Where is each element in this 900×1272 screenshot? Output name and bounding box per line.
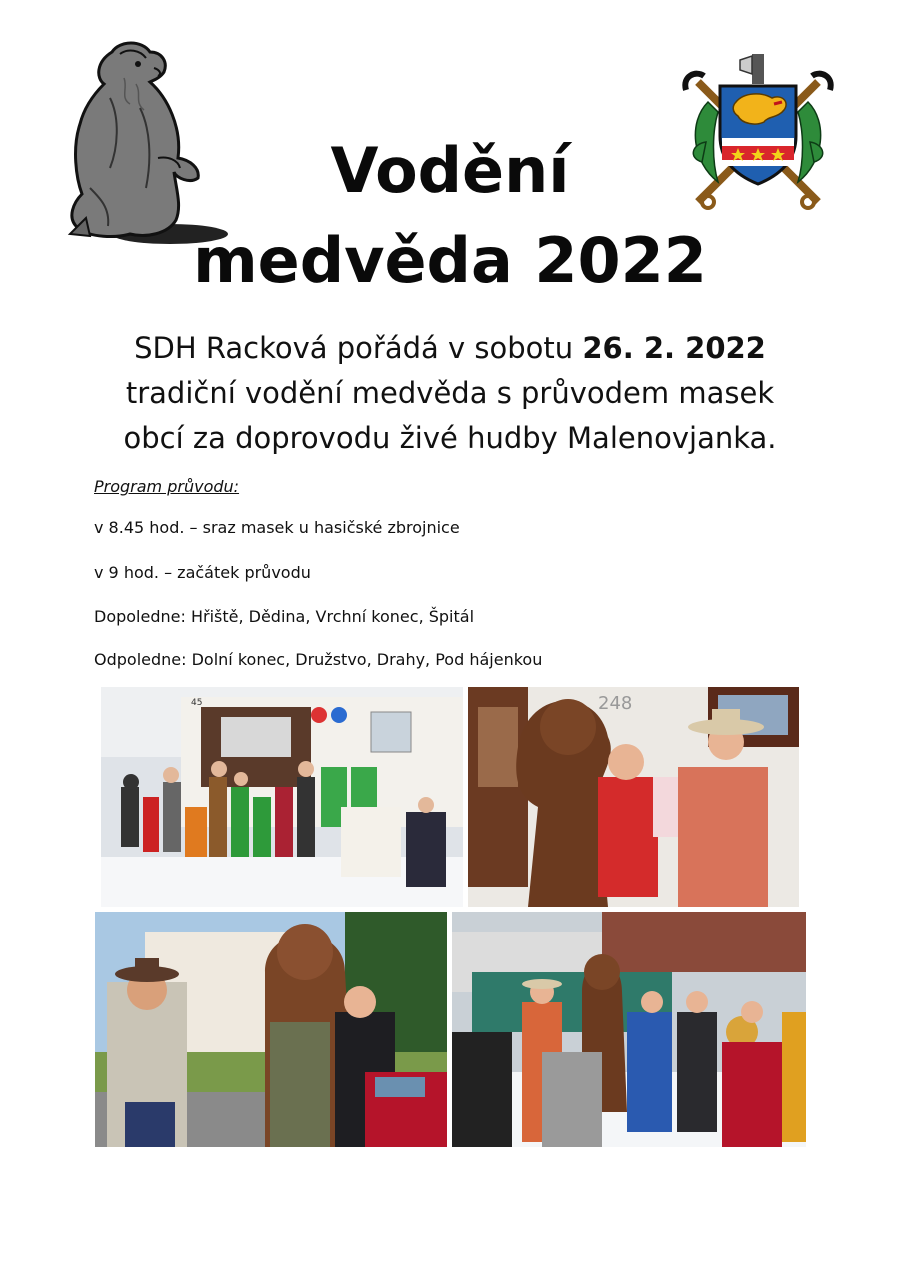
photo-crowd-snow (452, 912, 806, 1147)
page-title-line2: medvěda 2022 (193, 224, 707, 297)
program-item: v 8.45 hod. – sraz masek u hasičské zbrojnice (94, 518, 460, 537)
intro-line-1-prefix: SDH Racková pořádá v sobotu (134, 331, 583, 365)
program-item: v 9 hod. – začátek průvodu (94, 563, 311, 582)
intro-line-2: tradiční vodění medvěda s průvodem masek (125, 376, 775, 410)
page-title-line1: Vodění (330, 134, 570, 207)
intro-line-1 (60, 326, 840, 371)
house-number: 248 (598, 693, 633, 714)
intro-line-3: obcí za doprovodu živé hudby Malenovjanka. (123, 421, 777, 455)
photo-group-masks (101, 687, 463, 907)
program-item: Odpoledne: Dolní konec, Družstvo, Drahy, Pod hájenkou (94, 650, 543, 669)
house-sign: 45 (191, 698, 203, 708)
program-item: Dopoledne: Hřiště, Dědina, Vrchní konec, Špitál (94, 607, 475, 626)
event-date: 26. 2. 2022 (582, 331, 766, 365)
intro-paragraph (60, 326, 840, 461)
photo-bear-street (95, 912, 447, 1147)
program-heading: Program průvodu: (94, 477, 240, 496)
photo-bear-at-door (468, 687, 799, 907)
